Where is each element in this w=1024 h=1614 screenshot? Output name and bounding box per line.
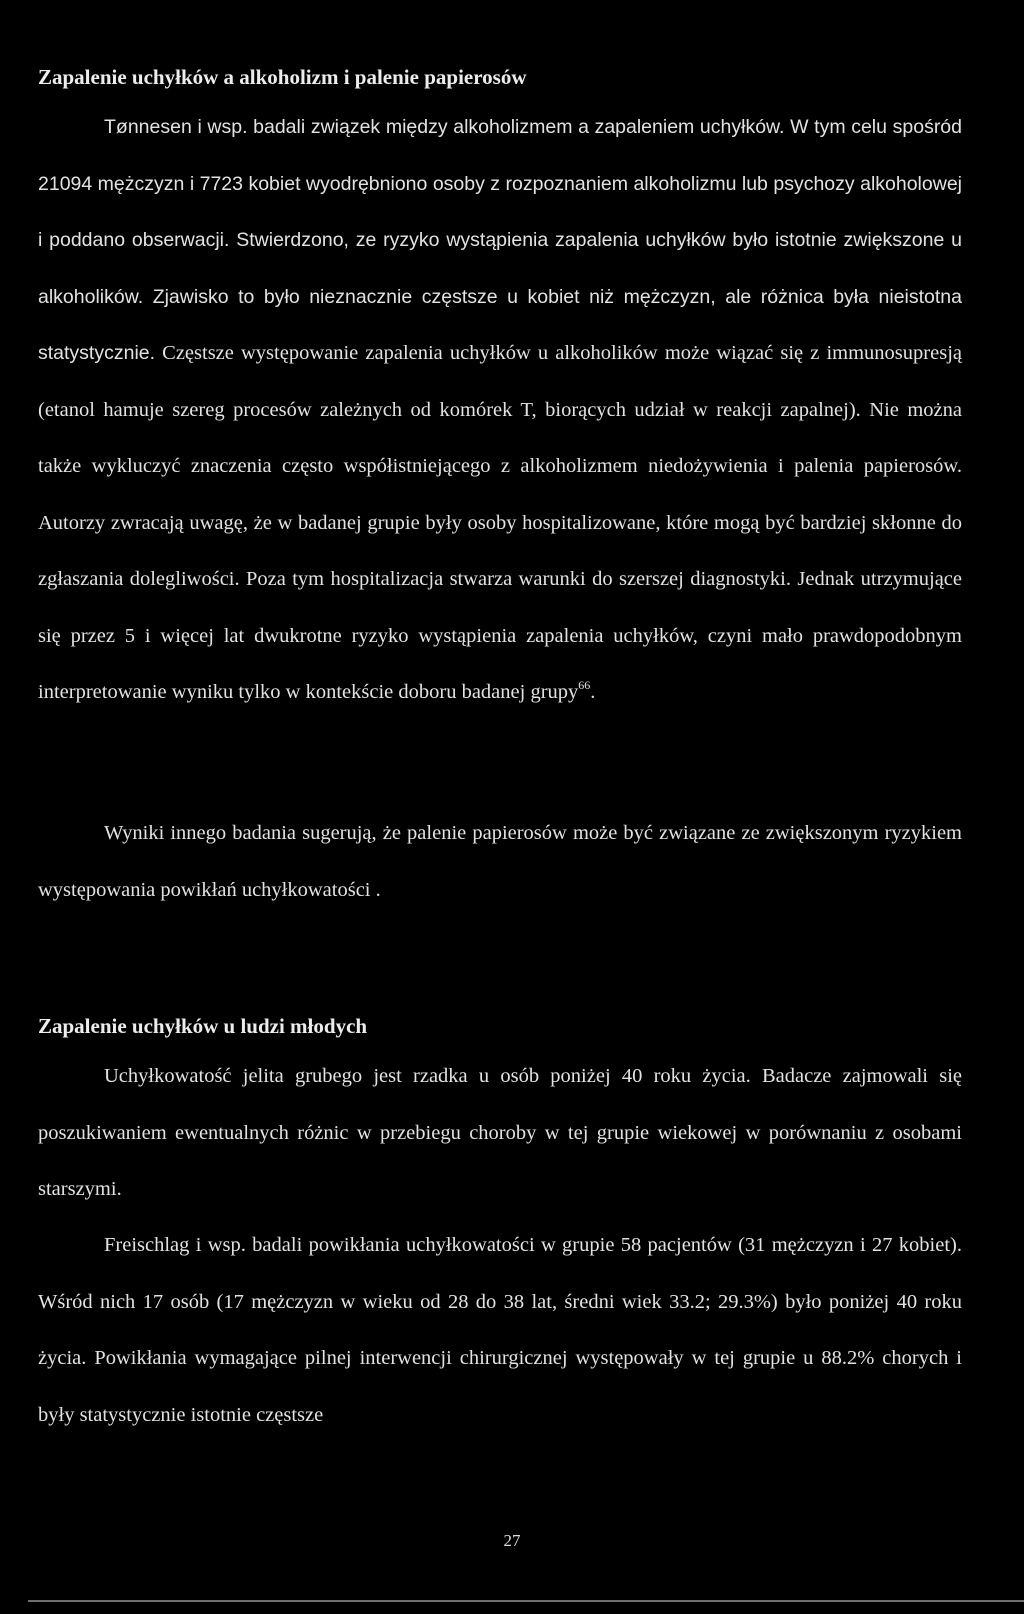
paragraph-run-serif: Częstsze występowanie zapalenia uchyłków u alkoholików może wiązać się z immunosupresją (etanol hamuje szereg procesów zależnych od komórek T, biorących udział w reakcji zapalnej). Nie można także wykluczyć znaczenia często współistniejącego z alkoholizmem niedożywienia i palenia papierosów. Autorzy zwracają uwagę, że w badanej grupie były osoby hospitalizowane, które mogą być bardziej skłonne do zgłaszania dolegliwości. Poza tym hospitalizacja stwarza warunki do szerszej diagnostyki. Jednak utrzymujące się przez 5 i więcej lat dwukrotne ryzyko wystąpienia zapalenia uchyłków, czyni mało prawdopodobnym interpretowanie wyniku tylko w kontekście doboru badanej grupy	[38, 342, 962, 703]
paragraph-end-period: .	[590, 681, 596, 703]
section-heading-young-people: Zapalenie uchyłków u ludzi młodych	[38, 1014, 368, 1038]
paragraph-freischlag-study: Freischlag i wsp. badali powikłania uchyłkowatości w grupie 58 pacjentów (31 mężczyzn i 27 kobiet). Wśród nich 17 osób (17 mężczyzn w wieku od 28 do 38 lat, średni wiek 33.2; 29.3%) było poniżej 40 roku życia. Powikłania wymagające pilnej interwencji chirurgicznej występowały w tej grupie u 88.2% chorych i były statystycznie istotnie częstsze	[38, 1234, 962, 1426]
paragraph-young-rarity: Uchyłkowatość jelita grubego jest rzadka u osób poniżej 40 roku życia. Badacze zajmowali się poszukiwaniem ewentualnych różnic w przebiegu choroby w tej grupie wiekowej w porównaniu z osobami starszymi.	[38, 1065, 962, 1200]
paragraph-smoking-study: Wyniki innego badania sugerują, że palenie papierosów może być związane ze zwiększonym ryzykiem występowania powikłań uchyłkowatości .	[38, 822, 962, 901]
reference-superscript: 66	[578, 678, 591, 692]
paragraph-run-sans: Tønnesen i wsp. badali związek między alkoholizmem a zapaleniem uchyłków. W tym celu spośród 21094 mężczyzn i 7723 kobiet wyodrębniono osoby z rozpoznaniem alkoholizmu lub psychozy alkoholowej i poddano obserwacji. Stwierdzono, ze ryzyko wystąpienia zapalenia uchyłków było istotnie zwiększone u alkoholików. Zjawisko to było nieznacznie częstsze u kobiet niż mężczyzn, ale różnica była nieistotna statystycznie.	[38, 116, 962, 364]
section-heading-alcoholism-smoking: Zapalenie uchyłków a alkoholizm i palenie papierosów	[38, 65, 527, 89]
page-bottom-divider	[28, 1600, 1024, 1602]
paragraph-alcoholism-study	[38, 99, 962, 721]
page-number: 27	[503, 1531, 521, 1550]
